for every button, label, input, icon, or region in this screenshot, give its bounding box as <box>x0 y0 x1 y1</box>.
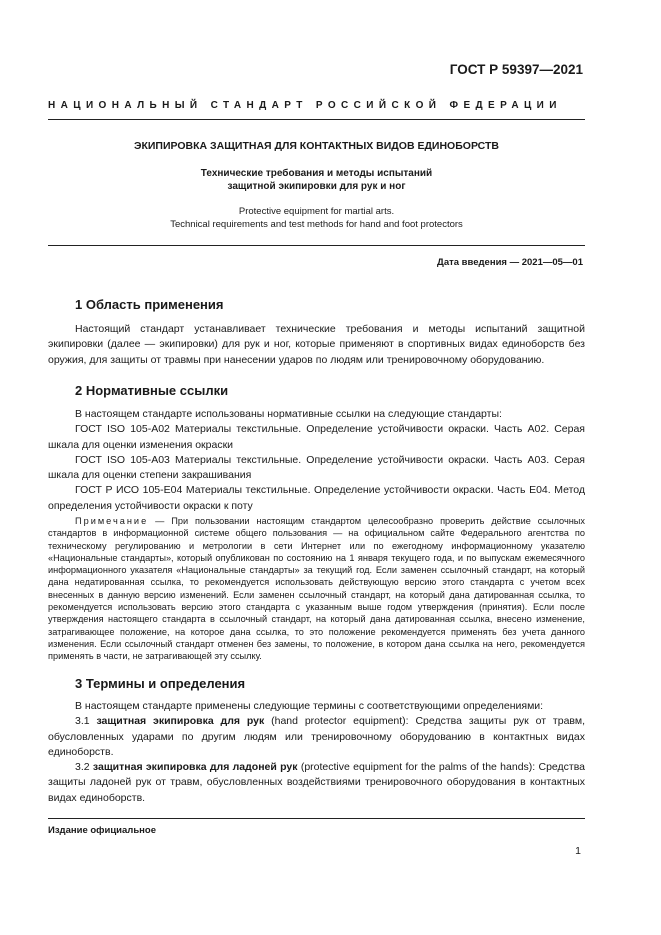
term-3-1-name: защитная экипировка для рук <box>96 715 265 728</box>
english-title <box>48 205 585 231</box>
footer-divider <box>48 818 585 819</box>
reference-2: ГОСТ ISO 105-A03 Материалы текстильные. Определение устойчивости окраски. Часть A03. Серая шкала для оценки степени закрашивания <box>48 453 585 482</box>
top-divider <box>48 119 585 120</box>
note-label: Примечание <box>75 516 149 526</box>
section-3-heading: 3 Термины и определения <box>75 676 246 691</box>
section-2-note <box>48 515 585 663</box>
reference-1: ГОСТ ISO 105-A02 Материалы текстильные. Определение устойчивости окраски. Часть A02. Серая шкала для оценки изменения окраски <box>48 423 585 451</box>
national-standard-banner: НАЦИОНАЛЬНЫЙ СТАНДАРТ РОССИЙСКОЙ ФЕДЕРАЦИИ <box>48 100 562 111</box>
english-title-line-2: Technical requirements and test methods for hand and foot protectors <box>170 219 463 230</box>
section-2-body <box>48 407 585 514</box>
document-subtitle <box>48 167 585 193</box>
term-3-2-number: 3.2 <box>75 761 93 774</box>
subtitle-line-2: защитной экипировки для рук и ног <box>227 181 406 192</box>
section-2-heading: 2 Нормативные ссылки <box>75 383 229 398</box>
section-3-intro: В настоящем стандарте применены следующие термины с соответствующими определениями: <box>75 700 544 712</box>
note-text: — При пользовании настоящим стандартом целесообразно проверить действие ссылочных стандартов в информационной системе общего пользования — на официальном сайте Федерального агентства по техническому регулированию и метрологии в сети Интернет или по ежегодному информационному указателю «Национальные стандарты», который опубликован по состоянию на 1 января текущего года, и по выпускам ежемесячного информационного указателя «Национальные стандарты» за текущий год. Если заменен ссылочный стандарт, на который дана недатированная ссылка, то рекомендуется использовать действующую версию этого стандарта с учетом всех внесенных в данную версию изменений. Если заменен ссылочный стандарт, на который дана датированная ссылка, то рекомендуется использовать версию этого стандарта с указанным выше годом утверждения (принятия). Если после утверждения настоящего стандарта в ссылочный стандарт, на который дана датированная ссылка, внесено изменение, затрагивающее положение, на которое дана ссылка, то это положение рекомендуется применять без учета данного изменения. Если ссылочный стандарт отменен без замены, то положение, в котором дана ссылка на него, рекомендуется применять в части, не затрагивающей эту ссылку. <box>48 516 585 662</box>
introduction-date: Дата введения — 2021—05—01 <box>437 257 583 268</box>
english-title-line-1: Protective equipment for martial arts. <box>238 206 395 217</box>
section-1-body <box>48 322 585 368</box>
page-number: 1 <box>575 845 581 857</box>
term-3-2-definition: (protective equipment for the palms of the hands): Средства защиты ладоней рук от травм, обусловленных воздействиями тренировочного оборудования в контактных видах единоборств. <box>48 761 586 804</box>
reference-3: ГОСТ Р ИСО 105-E04 Материалы текстильные. Определение устойчивости окраски. Часть E04. Метод определения устойчивости окраски к поту <box>48 484 585 512</box>
document-title: ЭКИПИРОВКА ЗАЩИТНАЯ ДЛЯ КОНТАКТНЫХ ВИДОВ ЕДИНОБОРСТВ <box>134 140 499 152</box>
section-1-paragraph: Настоящий стандарт устанавливает технические требования и методы испытаний защитной экипировки (далее — экипировки) для рук и ног, которые применяют в спортивных видах единоборств без оружия, для защиты от травмы при нанесении ударов по людям или тренировочному оборудованию. <box>48 323 585 366</box>
term-3-2 <box>48 760 585 806</box>
official-edition-label: Издание официальное <box>48 825 156 836</box>
term-3-1-definition: (hand protector equipment): Средства защиты рук от травм, обусловленных ударами по другим людям или тренировочному оборудованию в контактных видах единоборств. <box>48 715 586 758</box>
section-3-body <box>48 699 585 806</box>
term-3-1 <box>48 714 585 760</box>
section-1-heading: 1 Область применения <box>75 297 224 312</box>
term-3-1-number: 3.1 <box>75 715 97 728</box>
subtitle-line-1: Технические требования и методы испытаний <box>200 168 433 179</box>
standard-number: ГОСТ Р 59397—2021 <box>449 62 583 77</box>
title-divider <box>48 245 585 246</box>
term-3-2-name: защитная экипировка для ладоней рук <box>92 761 298 774</box>
section-2-intro: В настоящем стандарте использованы нормативные ссылки на следующие стандарты: <box>75 408 502 420</box>
